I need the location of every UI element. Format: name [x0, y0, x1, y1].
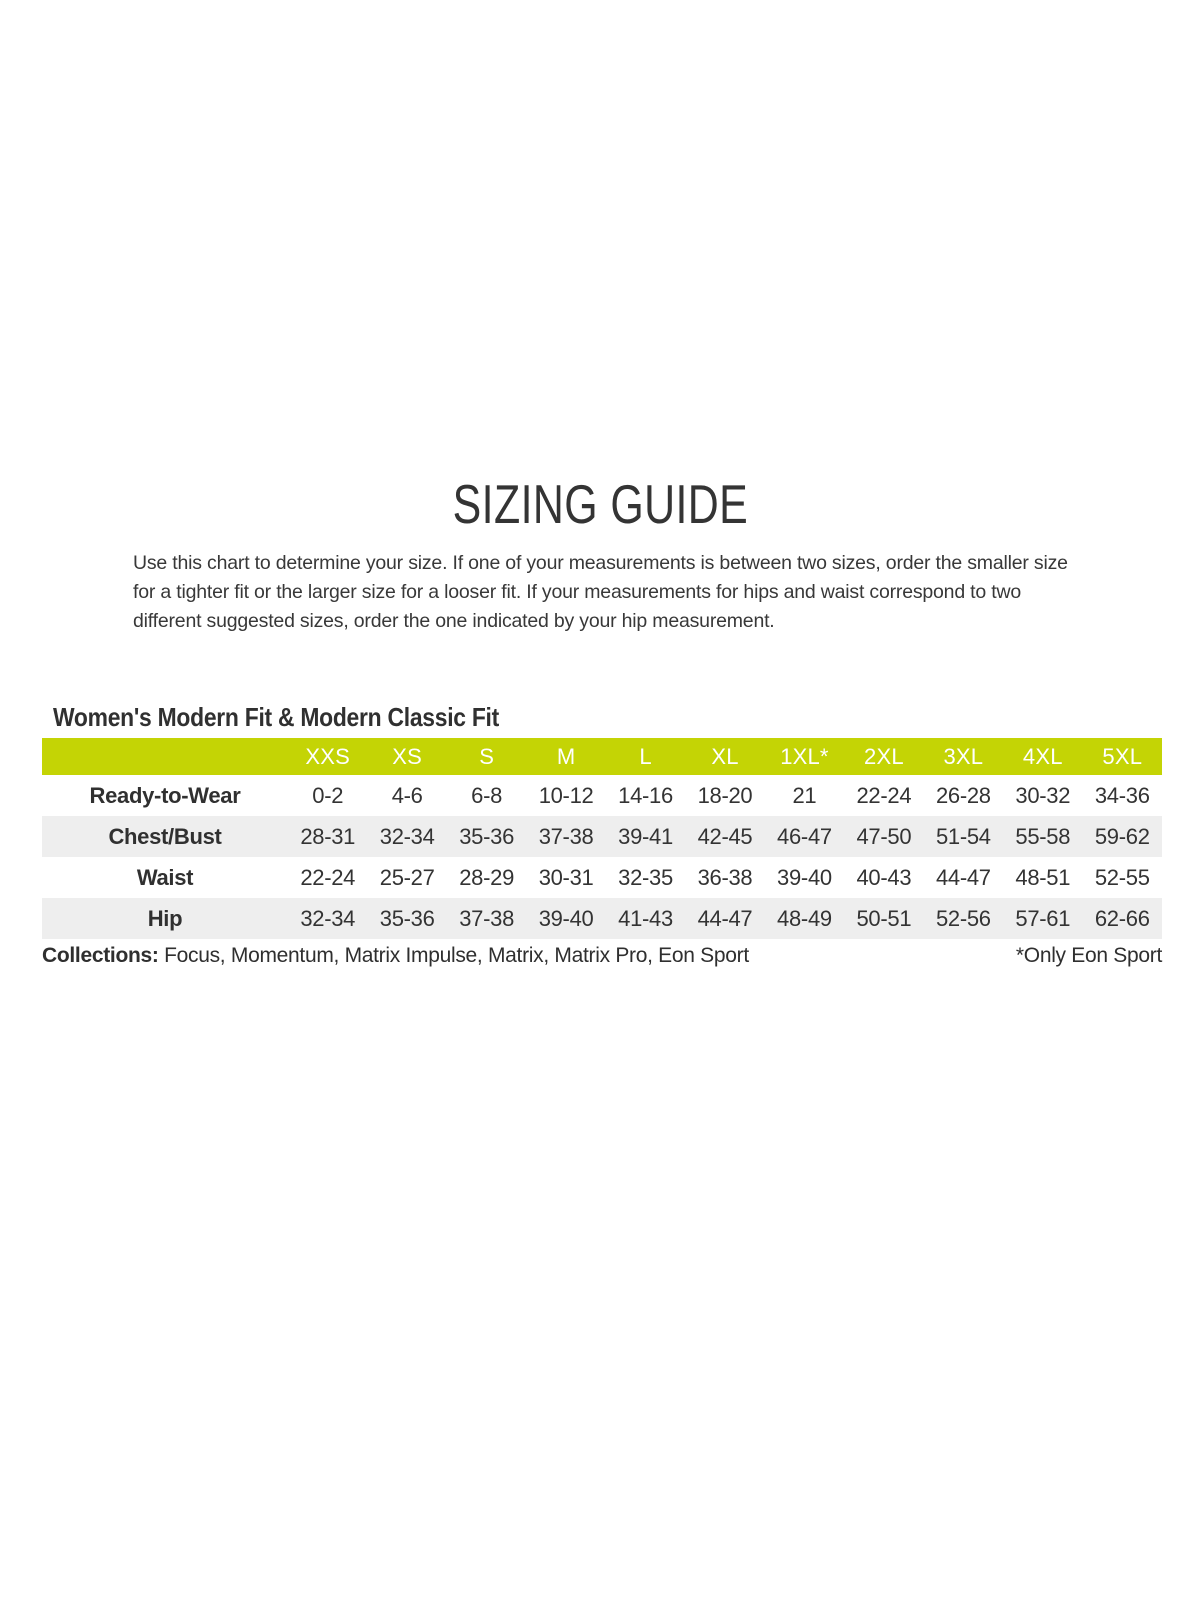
size-cell: 32-35 [618, 864, 673, 890]
size-cell: 42-45 [697, 823, 753, 849]
size-cell: 55-58 [1015, 823, 1071, 849]
size-col-header-xl: XL [685, 738, 764, 775]
size-cell: 41-43 [618, 905, 673, 931]
size-cell: 30-32 [1015, 782, 1071, 808]
size-cell: 37-38 [538, 823, 594, 849]
row-label: Chest/Bust [108, 823, 222, 849]
size-table-head [42, 738, 1162, 775]
table-row [42, 857, 1162, 898]
intro-paragraph: Use this chart to determine your size. If one of your measurements is between two sizes, order the smaller size for a tighter fit or the larger size for a looser fit. If your measurements for hips and waist correspond to two different suggested sizes, order the one indicated by your hip measurement. [133, 552, 1068, 632]
size-header-row [42, 738, 1162, 775]
size-cell: 36-38 [697, 864, 753, 890]
size-cell: 28-29 [459, 864, 515, 890]
size-cell: 21 [792, 782, 817, 808]
size-cell: 22-24 [856, 782, 912, 808]
size-col-header-4xl: 4XL [1003, 738, 1082, 775]
collections-list: Focus, Momentum, Matrix Impulse, Matrix, Matrix Pro, Eon Sport [164, 944, 749, 967]
size-col-header-3xl: 3XL [924, 738, 1003, 775]
size-cell: 32-34 [379, 823, 435, 849]
size-cell: 26-28 [935, 782, 991, 808]
size-cell: 62-66 [1094, 905, 1150, 931]
size-cell: 59-62 [1094, 823, 1150, 849]
size-cell: 47-50 [856, 823, 912, 849]
row-label: Ready-to-Wear [89, 782, 241, 808]
size-cell: 57-61 [1015, 905, 1071, 931]
size-cell: 32-34 [300, 905, 356, 931]
size-cell: 28-31 [300, 823, 356, 849]
size-cell: 46-47 [777, 823, 832, 849]
size-cell: 35-36 [459, 823, 515, 849]
table-row [42, 816, 1162, 857]
size-col-header-5xl: 5XL [1083, 738, 1162, 775]
section-heading: Women's Modern Fit & Modern Classic Fit [53, 702, 500, 732]
size-cell: 37-38 [459, 905, 515, 931]
size-cell: 4-6 [391, 782, 423, 808]
row-label: Hip [147, 905, 183, 931]
page-title: SIZING GUIDE [452, 473, 748, 535]
size-cell: 25-27 [379, 864, 435, 890]
collections-label: Collections: [42, 944, 159, 967]
size-cell: 39-40 [538, 905, 594, 931]
header-corner-cell [42, 738, 288, 775]
size-cell: 30-31 [538, 864, 594, 890]
size-cell: 39-41 [618, 823, 673, 849]
size-cell: 52-55 [1094, 864, 1150, 890]
size-col-header-s: S [447, 738, 526, 775]
size-cell: 34-36 [1094, 782, 1150, 808]
size-cell: 39-40 [777, 864, 832, 890]
table-row [42, 898, 1162, 939]
page-title-wrap [0, 472, 1200, 536]
size-cell: 6-8 [471, 782, 503, 808]
size-cell: 10-12 [538, 782, 594, 808]
collections-line [42, 944, 1162, 968]
size-cell: 51-54 [935, 823, 991, 849]
size-col-header-xs: XS [367, 738, 446, 775]
size-table [42, 738, 1162, 939]
size-cell: 40-43 [856, 864, 912, 890]
size-col-header-1xl: 1XL* [765, 738, 844, 775]
size-cell: 44-47 [697, 905, 753, 931]
size-table-body [42, 775, 1162, 939]
table-row [42, 775, 1162, 816]
size-cell: 14-16 [618, 782, 673, 808]
size-cell: 48-51 [1015, 864, 1071, 890]
size-cell: 44-47 [935, 864, 991, 890]
size-cell: 18-20 [697, 782, 753, 808]
size-col-header-l: L [606, 738, 685, 775]
collections-text [42, 944, 749, 968]
size-cell: 22-24 [300, 864, 356, 890]
size-cell: 48-49 [777, 905, 832, 931]
size-cell: 50-51 [856, 905, 912, 931]
footnote-only-eon-sport: *Only Eon Sport [1015, 944, 1162, 967]
size-cell: 0-2 [312, 782, 344, 808]
size-col-header-2xl: 2XL [844, 738, 923, 775]
size-col-header-m: M [526, 738, 605, 775]
size-cell: 35-36 [379, 905, 435, 931]
size-col-header-xxs: XXS [288, 738, 367, 775]
size-cell: 52-56 [935, 905, 991, 931]
row-label: Waist [136, 864, 194, 890]
